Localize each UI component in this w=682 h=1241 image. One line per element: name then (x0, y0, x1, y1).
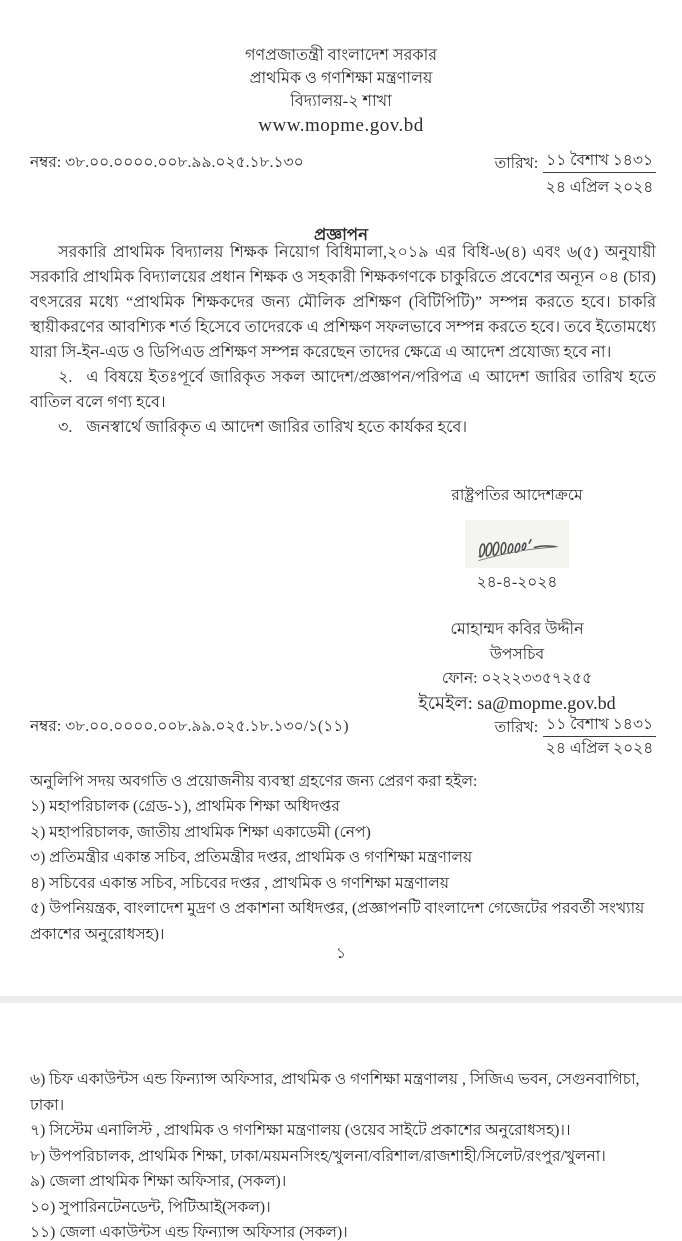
by-order-of-president-text: রাষ্ট্রপতির আদেশক্রমে (451, 487, 583, 504)
signature-block (397, 486, 637, 716)
date-values (543, 152, 656, 197)
distribution-list (30, 770, 656, 947)
memo-number-label: নম্বর: (30, 154, 62, 171)
date-bengali-calendar: ১১ বৈশাখ ১৪৩১ (543, 152, 656, 173)
signer-details (397, 617, 637, 716)
memo-number-1 (30, 152, 304, 174)
date-values (543, 716, 656, 758)
paragraph-2 (30, 365, 656, 415)
memo-number-2 (30, 716, 349, 738)
paragraph-2-text: এ বিষয়ে ইতঃপূর্বে জারিকৃত সকল আদেশ/প্রজ্ঞাপন/পরিপত্র এ আদেশ জারির তারিখ হতে বাতিল বলে গণ্য হবে। (30, 369, 656, 411)
distribution-item-1: ১) মহাপরিচালক (গ্রেড-১), প্রাথমিক শিক্ষা অধিদপ্তর (30, 798, 340, 815)
memo-number-value: ৩৮.০০.০০০০.০০৮.৯৯.০২৫.১৮.১৩০/১(১১) (65, 718, 349, 735)
signature-image (465, 520, 569, 568)
distribution-item-7: ৭) সিস্টেম এনালিস্ট , প্রাথমিক ও গণশিক্ষা মন্ত্রণালয় (ওয়েব সাইটে প্রকাশের অনুরোধসহ)।। (30, 1122, 571, 1139)
memo-date-1 (495, 152, 656, 197)
government-name: গণপ্রজাতন্ত্রী বাংলাদেশ সরকার (244, 47, 438, 64)
distribution-item-2: ২) মহাপরিচালক, জাতীয় প্রাথমিক শিক্ষা একাডেমী (নেপ) (30, 823, 371, 841)
document-header (0, 44, 682, 138)
distribution-item-3: ৩) প্রতিমন্ত্রীর একান্ত সচিব, প্রতিমন্ত্রীর দপ্তর, প্রাথমিক ও গণশিক্ষা মন্ত্রণালয় (30, 849, 473, 866)
date-label: তারিখ: (494, 155, 539, 172)
page-separator (0, 996, 682, 1003)
paragraph-1: সরকারি প্রাথমিক বিদ্যালয় শিক্ষক নিয়োগ বিধিমালা,২০১৯ এর বিধি-৬(৪) এবং ৬(৫) অনুযায়ী সরকারি প্রাথমিক বিদ্যালয়ের প্রধান শিক্ষক ও সহকারী শিক্ষকগণকে চাকুরিতে প্রবেশের অন্যূন ০৪ (চার) বৎসরের মধ্যে “প্রাথমিক শিক্ষকদের জন্য মৌলিক প্রশিক্ষণ (বিটিপিটি)” সম্পন্ন করতে হবে। চাকরি স্থায়ীকরণের আবশ্যিক শর্ত হিসেবে তাদেরকে এ প্রশিক্ষণ সফলভাবে সম্পন্ন করতে হবে। তবে ইতোমধ্যে যারা সি-ইন-এড ও ডিপিএড প্রশিক্ষণ সম্পন্ন করেছেন তাদের ক্ষেত্রে এ আদেশ প্রযোজ্য হবে না। (30, 244, 656, 361)
distribution-item-11: ১১) জেলা একাউন্টস এন্ড ফিন্যান্স অফিসার (সকল)। (30, 1224, 348, 1241)
notification-title: প্রজ্ঞাপন (314, 225, 368, 244)
distribution-item-4: ৪) সচিবের একান্ত সচিব, সচিবের দপ্তর , প্রাথমিক ও গণশিক্ষা মন্ত্রণালয় (30, 874, 449, 892)
signature-date: ২৪-৪-২০২৪ (476, 574, 558, 591)
memo-reference-row-2 (30, 716, 656, 758)
distribution-item-5: ৫) উপনিয়ন্ত্রক, বাংলাদেশ মুদ্রণ ও প্রকাশনা অধিদপ্তর, (প্রজ্ঞাপনটি বাংলাদেশ গেজেটের পরবর্তী সংখ্যায় প্রকাশের অনুরোধসহ)। (30, 900, 645, 943)
distribution-intro: অনুলিপি সদয় অবগতি ও প্রয়োজনীয় ব্যবস্থা গ্রহণের জন্য প্রেরণ করা হইল: (30, 773, 478, 790)
email-label: ইমেইল: (418, 693, 473, 713)
page-number: ১ (336, 946, 346, 962)
notification-body (30, 240, 656, 440)
paragraph-3-text: জনস্বার্থে জারিকৃত এ আদেশ জারির তারিখ হতে কার্যকর হবে। (86, 419, 468, 436)
paragraph-2-number: ২. (58, 369, 73, 386)
signer-designation: উপসচিব (489, 646, 545, 663)
distribution-item-8: ৮) উপপরিচালক, প্রাথমিক শিক্ষা, ঢাকা/ময়মনসিংহ/খুলনা/বরিশাল/রাজশাহী/সিলেট/রংপুর/খুলনা। (30, 1147, 606, 1165)
date-gregorian: ২৪ এপ্রিল ২০২৪ (545, 740, 654, 757)
memo-number-value: ৩৮.০০.০০০০.০০৮.৯৯.০২৫.১৮.১৩০ (65, 154, 304, 171)
distribution-item-10: ১০) সুপারিনটেনডেন্ট, পিটিআই(সকল)। (30, 1198, 271, 1216)
ministry-name: প্রাথমিক ও গণশিক্ষা মন্ত্রণালয় (249, 70, 433, 87)
signer-email (397, 691, 637, 716)
handwritten-signature-icon (469, 523, 565, 565)
paragraph-3-number: ৩. (58, 419, 73, 436)
distribution-item-9: ৯) জেলা প্রাথমিক শিক্ষা অফিসার, (সকল)। (30, 1173, 287, 1190)
memo-reference-row-1 (30, 152, 656, 197)
ministry-website: www.mopme.gov.bd (258, 115, 424, 136)
document-page-2 (0, 1003, 682, 1241)
memo-date-2 (495, 716, 656, 758)
distribution-item-6: ৬) চিফ একাউন্টস এন্ড ফিন্যান্স অফিসার, প্রাথমিক ও গণশিক্ষা মন্ত্রণালয় , সিজিএ ভবন, সেগুনবাগিচা, ঢাকা। (30, 1071, 640, 1114)
paragraph-3 (30, 415, 656, 440)
date-gregorian: ২৪ এপ্রিল ২০২৪ (545, 179, 654, 196)
date-label: তারিখ: (494, 719, 539, 736)
date-bengali-calendar: ১১ বৈশাখ ১৪৩১ (543, 716, 656, 737)
signer-phone: ফোন: ০২২২৩৩৫৭২৫৫ (441, 670, 593, 687)
branch-name: বিদ্যালয়-২ শাখা (290, 93, 392, 110)
email-address: sa@mopme.gov.bd (477, 693, 616, 713)
signer-name: মোহাম্মদ কবির উদ্দীন (450, 621, 584, 638)
memo-number-label: নম্বর: (30, 718, 62, 735)
